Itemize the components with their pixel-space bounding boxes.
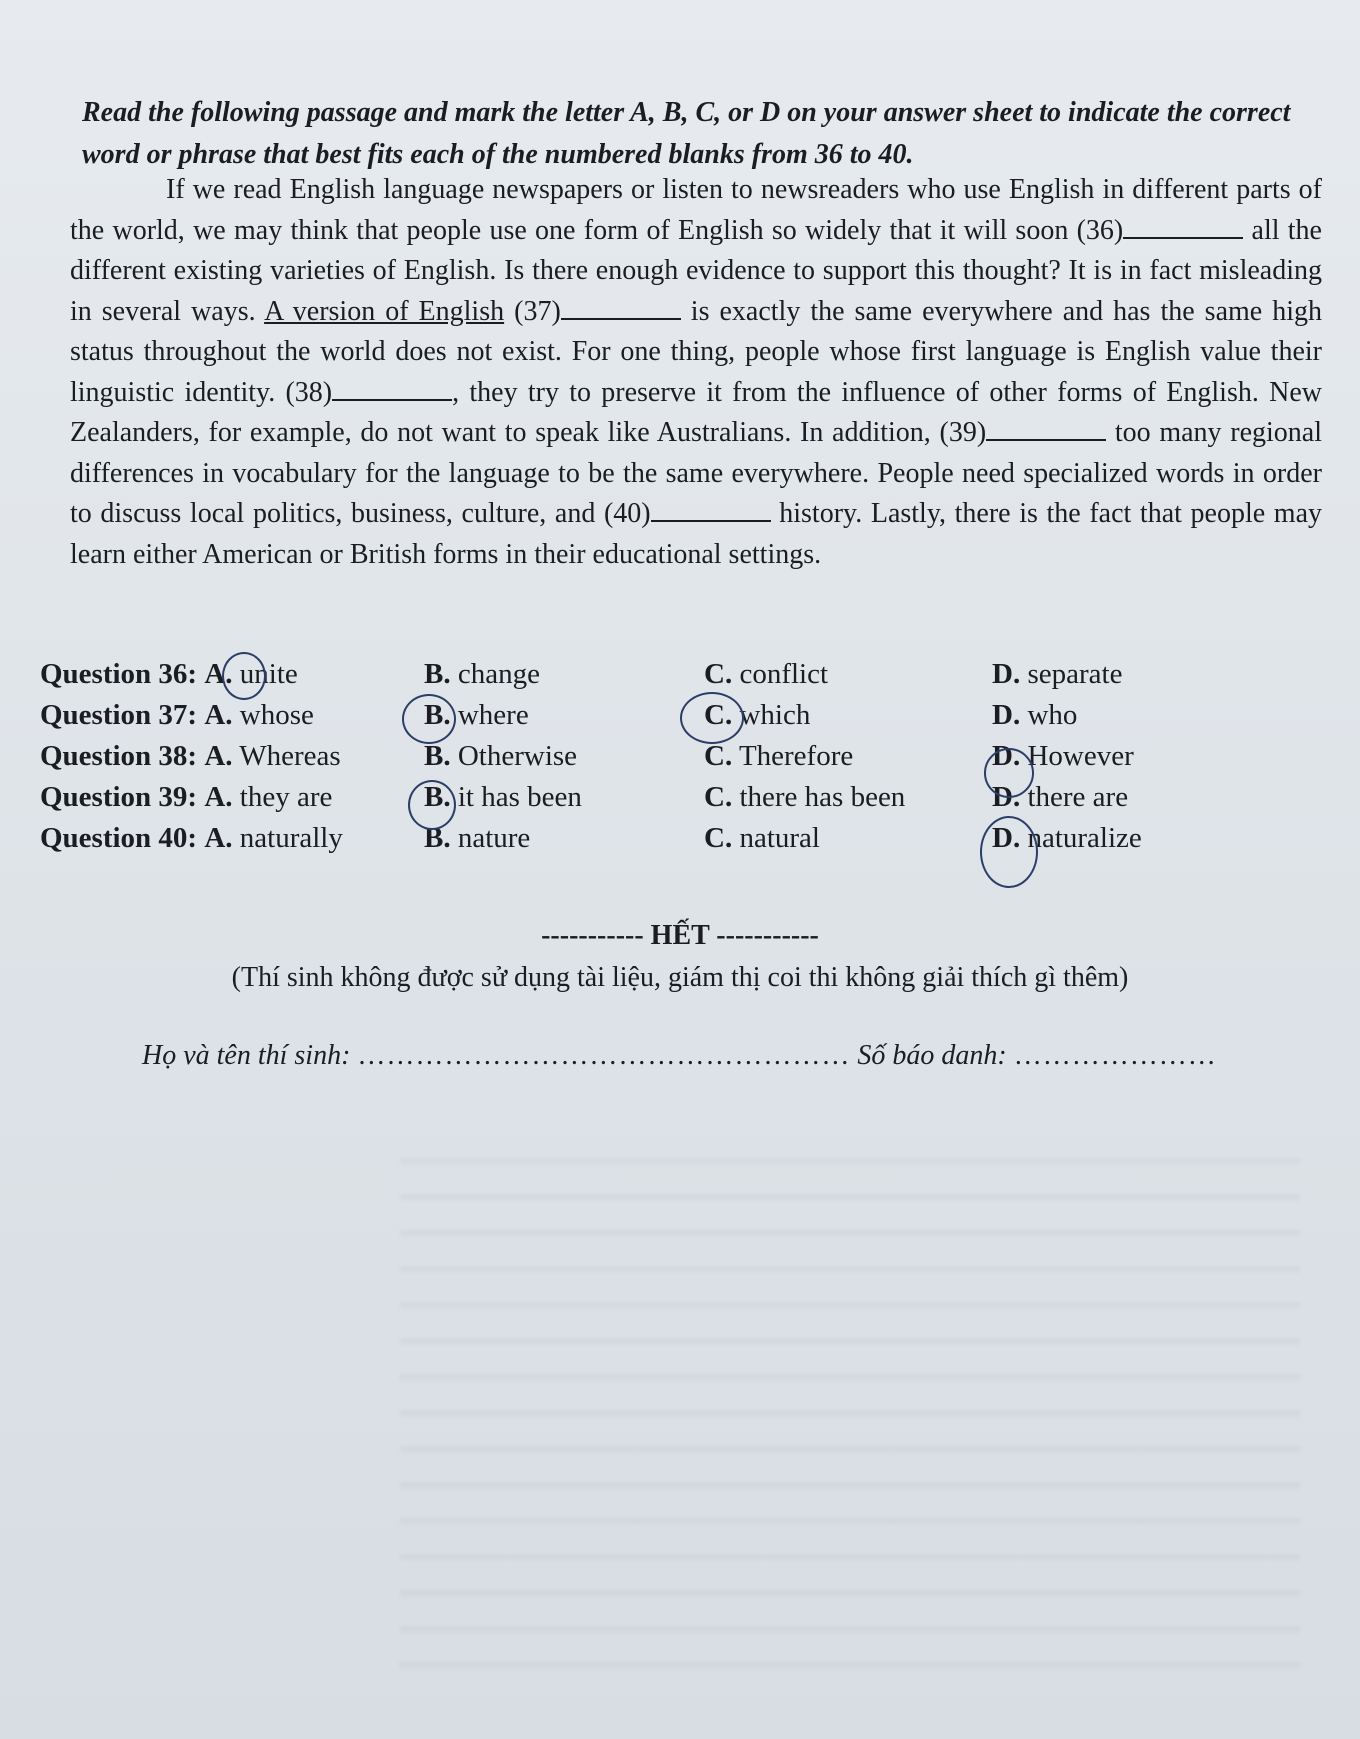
passage-part-7: too many regional differences in vocabulary for the language to be the same everywhere. People need specialized words in order to discuss local politics, business, culture, and (40) bbox=[70, 417, 1322, 529]
option-text: unite bbox=[239, 658, 298, 690]
candidate-info bbox=[142, 1040, 1322, 1072]
option-c bbox=[704, 822, 820, 855]
option-d bbox=[992, 781, 1128, 814]
blank-38 bbox=[332, 377, 452, 401]
option-letter: B. bbox=[424, 740, 451, 772]
option-c bbox=[704, 781, 905, 814]
option-d bbox=[992, 658, 1122, 691]
option-a bbox=[40, 822, 343, 855]
blank-39 bbox=[986, 417, 1106, 441]
option-text: there has been bbox=[739, 781, 906, 813]
option-letter: B. bbox=[424, 822, 451, 854]
bleed-through-texture bbox=[400, 1130, 1300, 1690]
end-marker: ----------- HẾT ----------- bbox=[541, 920, 819, 951]
question-label: Question 39: bbox=[40, 781, 198, 813]
question-label: Question 37: bbox=[40, 699, 198, 731]
candidate-name-field: …………………………………………… bbox=[357, 1040, 851, 1071]
exam-note: (Thí sinh không được sử dụng tài liệu, giám thị coi thi không giải thích gì thêm) bbox=[231, 962, 1129, 993]
candidate-id-field: ………………… bbox=[1013, 1040, 1217, 1071]
option-text: they are bbox=[239, 781, 333, 813]
option-letter: C. bbox=[704, 822, 733, 854]
question-row-37 bbox=[40, 699, 1320, 740]
option-d bbox=[992, 699, 1077, 732]
option-c bbox=[704, 699, 810, 732]
option-text: However bbox=[1027, 740, 1134, 772]
passage-part-4: (37) bbox=[504, 295, 561, 327]
option-letter: D. bbox=[992, 781, 1021, 813]
option-d bbox=[992, 740, 1134, 773]
option-d bbox=[992, 822, 1142, 855]
question-label: Question 40: bbox=[40, 822, 198, 854]
option-text: Whereas bbox=[239, 740, 341, 772]
candidate-id-label: Số báo danh: bbox=[857, 1040, 1007, 1071]
passage-part-2: all the different existing varieties of English. Is there enough evidence to support this thought? It is in fact misleading in several ways. bbox=[70, 214, 1322, 327]
instruction-text: Read the following passage and mark the letter A, B, C, or D on your answer sheet to indicate the correct word or phrase that best fits each of the numbered blanks from 36 to 40. bbox=[82, 97, 1291, 170]
option-text: natural bbox=[739, 822, 820, 854]
question-label: Question 36: bbox=[40, 658, 198, 690]
candidate-name-label: Họ và tên thí sinh: bbox=[142, 1040, 351, 1071]
option-letter: A. bbox=[204, 781, 233, 813]
question-options bbox=[40, 658, 1320, 863]
option-c bbox=[704, 740, 853, 773]
question-row-36 bbox=[40, 658, 1320, 699]
option-letter: B. bbox=[424, 658, 451, 690]
option-b bbox=[424, 658, 540, 691]
question-row-40 bbox=[40, 822, 1320, 863]
option-letter: D. bbox=[992, 658, 1021, 690]
option-letter: C. bbox=[704, 781, 733, 813]
option-text: nature bbox=[457, 822, 531, 854]
option-text: where bbox=[457, 699, 529, 731]
option-a bbox=[40, 740, 341, 773]
option-b bbox=[424, 740, 577, 773]
option-a bbox=[40, 699, 314, 732]
blank-37 bbox=[561, 296, 681, 320]
option-text: change bbox=[457, 658, 540, 690]
option-text: naturalize bbox=[1027, 822, 1142, 854]
option-text: who bbox=[1027, 699, 1078, 731]
passage-underlined-phrase: A version of English bbox=[264, 295, 505, 327]
passage-part-5: is exactly the same everywhere and has the same high status throughout the world does not exist. For one thing, people whose first language is English value their linguistic identity. (38) bbox=[70, 295, 1323, 408]
option-text: conflict bbox=[739, 658, 829, 690]
passage-part-8: history. Lastly, there is the fact that people may learn either American or British forms in their educational settings. bbox=[70, 498, 1322, 570]
option-letter: A. bbox=[204, 699, 233, 731]
option-letter: A. bbox=[204, 740, 233, 772]
passage bbox=[70, 170, 1322, 575]
option-text: there are bbox=[1027, 781, 1129, 813]
option-text: separate bbox=[1027, 658, 1123, 690]
option-text: naturally bbox=[239, 822, 343, 854]
option-letter: C. bbox=[704, 699, 733, 731]
passage-part-6: , they try to preserve it from the influence of other forms of English. New Zealanders, for example, do not want to speak like Australians. In addition, (39) bbox=[70, 376, 1322, 448]
option-a bbox=[40, 658, 298, 691]
option-letter: D. bbox=[992, 822, 1021, 854]
option-b bbox=[424, 822, 530, 855]
option-text: which bbox=[739, 699, 811, 731]
option-b bbox=[424, 699, 529, 732]
option-letter: A. bbox=[204, 822, 233, 854]
option-c bbox=[704, 658, 828, 691]
option-b bbox=[424, 781, 582, 814]
question-row-38 bbox=[40, 740, 1320, 781]
option-letter: A. bbox=[204, 658, 233, 690]
question-row-39 bbox=[40, 781, 1320, 822]
passage-part-1: If we read English language newspapers or listen to newsreaders who use English in different parts of the world, we may think that people use one form of English so widely that it will soon (36) bbox=[70, 174, 1322, 246]
option-a bbox=[40, 781, 332, 814]
blank-36 bbox=[1123, 215, 1243, 239]
option-letter: D. bbox=[992, 740, 1021, 772]
option-text: it has been bbox=[457, 781, 582, 813]
option-letter: D. bbox=[992, 699, 1021, 731]
option-text: Therefore bbox=[738, 740, 854, 772]
blank-40 bbox=[651, 498, 771, 522]
option-letter: B. bbox=[424, 781, 451, 813]
option-text: whose bbox=[239, 699, 314, 731]
option-text: Otherwise bbox=[457, 740, 578, 772]
option-letter: C. bbox=[704, 658, 733, 690]
option-letter: C. bbox=[704, 740, 733, 772]
option-letter: B. bbox=[424, 699, 451, 731]
question-label: Question 38: bbox=[40, 740, 198, 772]
